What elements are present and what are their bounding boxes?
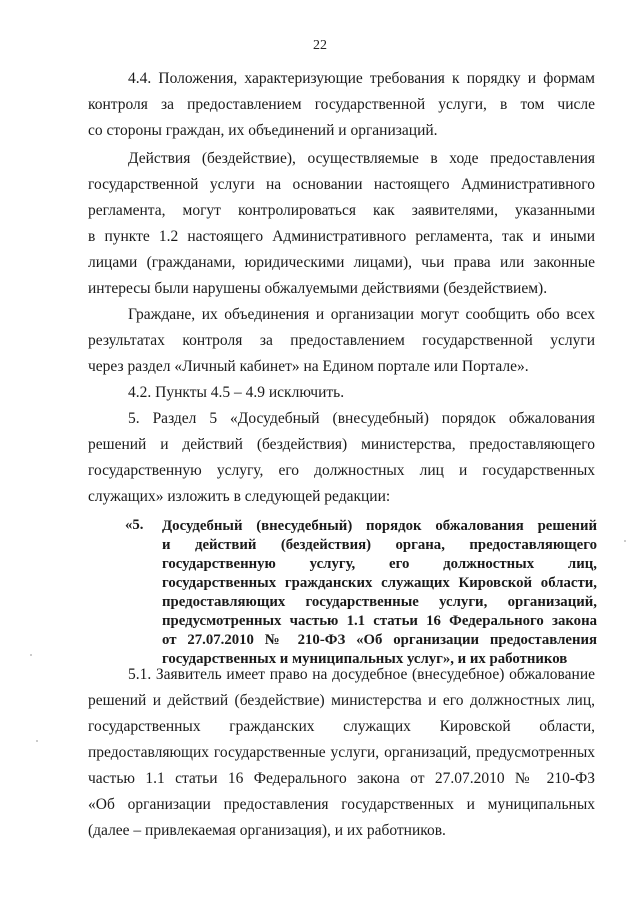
text-line: (далее – привлекаемая организация), и их работников. <box>88 822 446 839</box>
heading-line: государственных и муниципальных услуг», и их работников <box>162 651 568 667</box>
text-line: контроля за предоставлением государственной услуги, в том числе <box>88 96 595 113</box>
text-line: в пункте 1.2 настоящего Административного регламента, так и иными <box>88 228 595 245</box>
text-line: решений и действий (бездействия) министерства, предоставляющего <box>88 436 595 453</box>
heading-line: государственную услугу, его должностных лиц, <box>162 556 597 572</box>
text-line: государственной услуги на основании настоящего Административного <box>88 176 595 193</box>
scan-speck <box>624 540 626 542</box>
section-5-1 <box>88 662 595 844</box>
actions-paragraph <box>88 146 595 302</box>
text-line: частью 1.1 статьи 16 Федерального закона от 27.07.2010 № 210-ФЗ <box>88 770 595 787</box>
scan-speck <box>36 740 38 742</box>
text-line: служащих» изложить в следующей редакции: <box>88 488 391 505</box>
item-5 <box>88 406 595 510</box>
citizens-paragraph <box>88 302 595 380</box>
section-4-4 <box>88 66 595 144</box>
heading-line: предоставляющих государственные услуги, организаций, <box>162 594 597 610</box>
text-line: 5.1. Заявитель имеет право на досудебное (внесудебное) обжалование <box>128 666 595 683</box>
text-line: 5. Раздел 5 «Досудебный (внесудебный) порядок обжалования <box>128 410 595 427</box>
text-line: государственную услугу, его должностных лиц и государственных <box>88 462 595 479</box>
section-heading <box>162 517 597 669</box>
text-line: 4.2. Пункты 4.5 – 4.9 исключить. <box>128 384 345 401</box>
text-line: Действия (бездействие), осуществляемые в ходе предоставления <box>128 150 595 167</box>
text-line: регламента, могут контролироваться как заявителями, указанными <box>88 202 595 219</box>
text-line: решений и действий (бездействие) министерства и его должностных лиц, <box>88 692 595 709</box>
section-heading-number: «5. <box>125 517 144 533</box>
text-line: предоставляющих государственные услуги, организаций, предусмотренных <box>88 744 595 761</box>
item-4-2 <box>88 380 595 406</box>
text-line: государственных гражданских служащих Кировской области, <box>88 718 595 735</box>
text-line: интересы были нарушены обжалуемыми действиями (бездействием). <box>88 280 548 297</box>
text-line: через раздел «Личный кабинет» на Едином портале или Портале». <box>88 358 529 375</box>
text-line: лицами (гражданами, юридическими лицами), чьи права или законные <box>88 254 595 271</box>
heading-line: от 27.07.2010 № 210-ФЗ «Об организации предоставления <box>162 632 597 648</box>
heading-line: государственных гражданских служащих Кировской области, <box>162 575 597 591</box>
heading-line: и действий (бездействия) органа, предоставляющего <box>162 537 597 553</box>
text-line: 4.4. Положения, характеризующие требования к порядку и формам <box>128 70 595 87</box>
text-line: результатах контроля за предоставлением государственной услуги <box>88 332 595 349</box>
text-line: Граждане, их объединения и организации могут сообщить обо всех <box>128 306 595 323</box>
scan-speck <box>30 654 32 656</box>
heading-line: предусмотренных частью 1.1 статьи 16 Федерального закона <box>162 613 597 629</box>
text-line: со стороны граждан, их объединений и организаций. <box>88 122 438 139</box>
text-line: «Об организации предоставления государственных и муниципальных <box>88 796 595 813</box>
page-number: 22 <box>313 38 327 53</box>
heading-line: Досудебный (внесудебный) порядок обжалования решений <box>162 518 597 534</box>
